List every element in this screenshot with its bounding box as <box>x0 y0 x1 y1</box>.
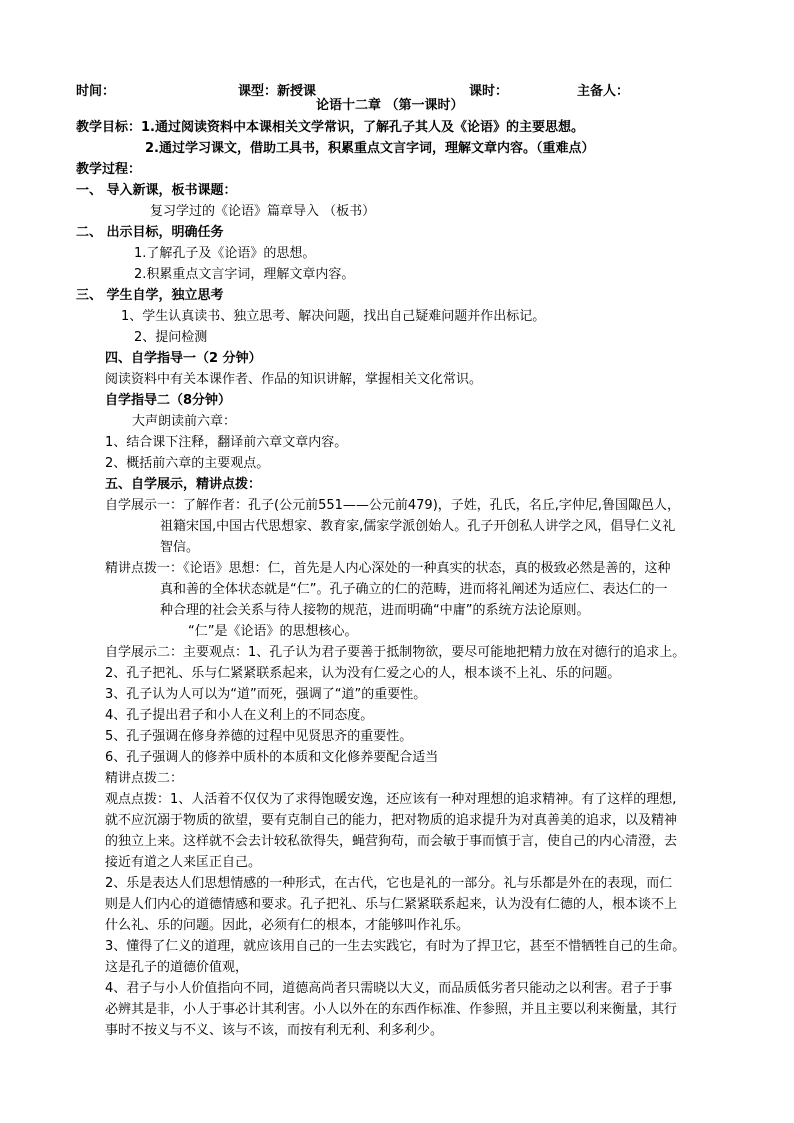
text-line: 这是孔子的道德价值观， <box>105 960 249 975</box>
text-line: 观点点拨：1、人活着不仅仅为了求得饱暖安逸，还应该有一种对理想的追求精神。有了这样的理想, <box>105 792 677 807</box>
text-line: 自学展示二：主要观点：1、孔子认为君子要善于抵制物欲，要尽可能地把精力放在对德行的追求上。 <box>105 645 686 660</box>
text-line: 2、孔子把礼、乐与仁紧紧联系起来，认为没有仁爱之心的人，根本谈不上礼、乐的问题。 <box>105 666 621 681</box>
text-line: 接近有道之人来匡正自己。 <box>105 855 262 870</box>
text-line: 教学目标：1.通过阅读资料中本课相关文学常识，了解孔子其人及《论语》的主要思想。 <box>76 120 584 135</box>
lesson-type-label: 课型：新授课 <box>238 84 317 99</box>
time-label: 时间： <box>76 84 116 99</box>
text-line: 大声朗读前六章： <box>132 414 237 429</box>
text-line: 3、孔子认为人可以为“道”而死，强调了“道”的重要性。 <box>105 687 427 702</box>
text-line: 2.通过学习课文，借助工具书，积累重点文言字词，理解文章内容。（重难点） <box>145 141 595 156</box>
text-line: 事时不按义与不义、该与不该，而按有利无利、利多利少。 <box>105 1023 444 1038</box>
section-heading: 教学过程： <box>76 162 142 177</box>
text-line: 什么礼、乐的问题。因此，必须有仁的根本，才能够叫作礼乐。 <box>105 918 470 933</box>
text-line: “仁”是《论语》的思想核心。 <box>188 624 358 639</box>
text-line: 2、概括前六章的主要观点。 <box>105 456 270 471</box>
text-line: 3、懂得了仁义的道理，就应该用自己的一生去实践它，有时为了捍卫它，甚至不惜牺牲自己的生命。 <box>105 939 686 954</box>
text-line: 2.积累重点文言字词，理解文章内容。 <box>134 267 355 282</box>
text-line: 精讲点拨二： <box>105 771 184 786</box>
section-heading: 一、 导入新课，板书课题： <box>76 183 237 198</box>
section-heading: 四、自学指导一（2 分钟） <box>105 351 262 366</box>
section-heading: 五、自学展示，精讲点拨： <box>105 477 262 492</box>
text-line: 种合理的社会关系与待人接物的规范，进而明确“中庸”的系统方法论原则。 <box>160 603 590 618</box>
text-line: 则是人们内心的道德情感和要求。孔子把礼、乐与仁紧紧联系起来，认为没有仁德的人，根本谈不上 <box>105 897 678 912</box>
text-line: 2、提问检测 <box>134 330 208 345</box>
preparer-label: 主备人： <box>577 84 630 99</box>
text-line: 必辨其是非，小人于事必计其利害。小人以外在的东西作标准、作参照，并且主要以利来衡量，其行 <box>105 1002 678 1017</box>
class-hours-label: 课时： <box>469 84 509 99</box>
text-line: 的独立上来。这样就不会去计较私欲得失，蝇营狗苟，而会敏于事而慎于言，使自己的内心清澄，去 <box>105 834 678 849</box>
text-line: 复习学过的《论语》篇章导入 （板书） <box>150 204 376 219</box>
section-heading: 三、 学生自学，独立思考 <box>76 288 224 303</box>
text-line: 4、孔子提出君子和小人在义利上的不同态度。 <box>105 708 374 723</box>
text-line: 5、孔子强调在修身养德的过程中见贤思齐的重要性。 <box>105 729 413 744</box>
section-heading: 自学指导二（8分钟） <box>105 393 232 408</box>
text-line: 1、学生认真读书、独立思考、解决问题，找出自己疑难问题并作出标记。 <box>121 309 546 324</box>
section-heading: 二、 出示目标，明确任务 <box>76 225 224 240</box>
text-line: 4、君子与小人价值指向不同，道德高尚者只需晓以大义，而品质低劣者只能动之以利害。君子于事 <box>105 981 673 996</box>
text-line: 6、孔子强调人的修养中质朴的本质和文化修养要配合适当 <box>105 750 439 765</box>
text-line: 2、乐是表达人们思想情感的一种形式，在古代，它也是礼的一部分。礼与乐都是外在的表现，而仁 <box>105 876 673 891</box>
text-line: 精讲点拨一：《论语》思想：仁，首先是人内心深处的一种真实的状态，真的极致必然是善的，这种 <box>105 561 671 576</box>
text-line: 自学展示一：了解作者：孔子(公元前551——公元前479)，子姓，孔氏，名丘,字仲尼,鲁国陬邑人， <box>105 498 681 513</box>
text-line: 就不应沉溺于物质的欲望，要有克制自己的能力，把对物质的追求提升为对真善美的追求，以及精神 <box>105 813 678 828</box>
text-line: 真和善的全体状态就是“仁”。孔子确立的仁的范畴，进而将礼阐述为适应仁、表达仁的一 <box>160 582 668 597</box>
text-line: 阅读资料中有关本课作者、作品的知识讲解，掌握相关文化常识。 <box>105 372 483 387</box>
text-line: 1.了解孔子及《论语》的思想。 <box>134 246 316 261</box>
text-line: 祖籍宋国,中国古代思想家、教育家,儒家学派创始人。孔子开创私人讲学之风，倡导仁义礼 <box>160 519 676 534</box>
text-line: 1、结合课下注释，翻译前六章文章内容。 <box>105 435 348 450</box>
text-line: 智信。 <box>160 540 200 555</box>
page-title: 论语十二章 （第一课时） <box>316 98 464 113</box>
